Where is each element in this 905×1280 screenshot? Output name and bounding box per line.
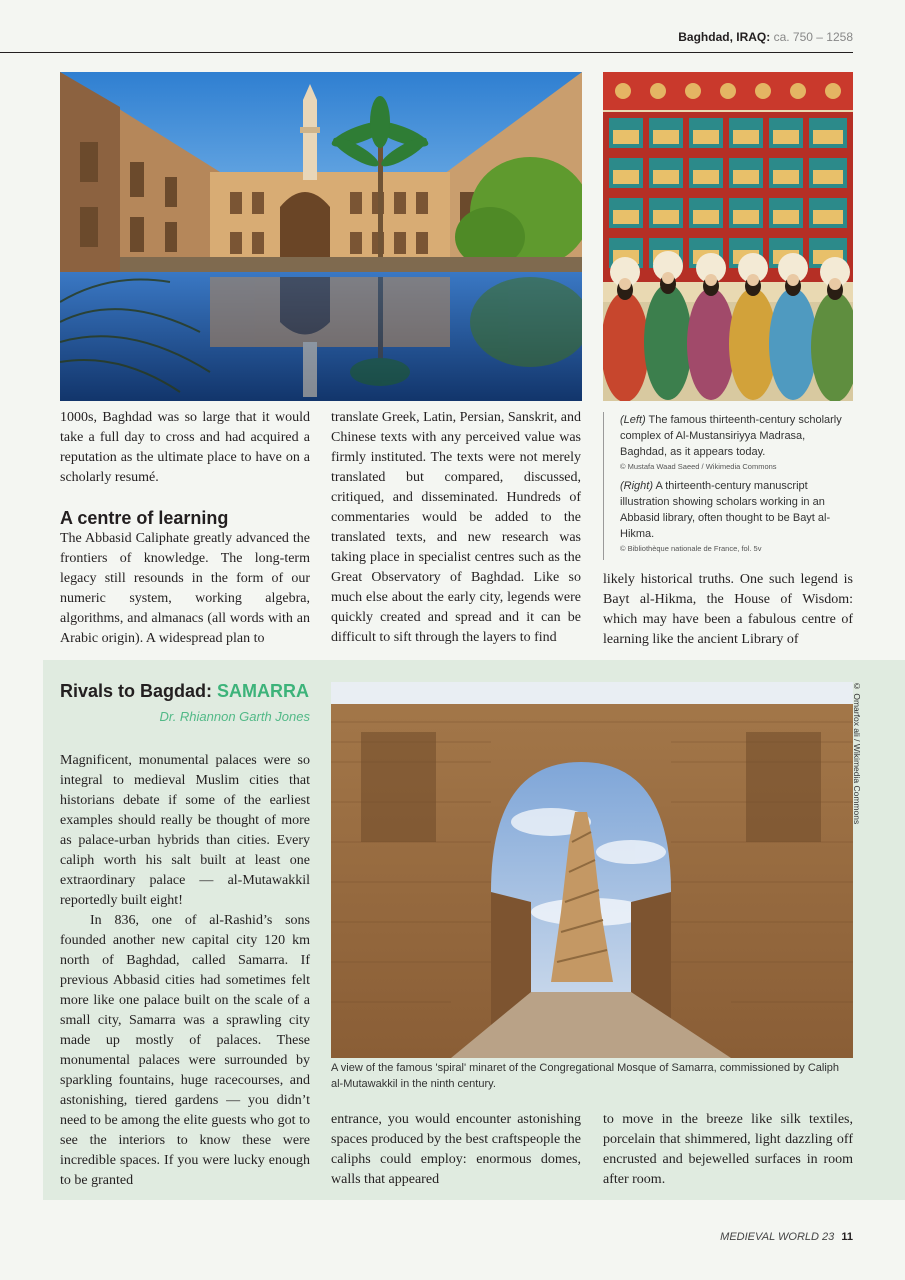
caption-left-text: The famous thirteenth-century scholarly complex of Al-Mustansiriyya Madrasa, Baghdad, as it appears today.: [620, 414, 842, 458]
article-paragraph: likely historical truths. One such legend is Bayt al-Hikma, the House of Wisdom: which may have been a fabulous centre of learning like the ancient Library of: [603, 572, 853, 647]
page-number: 11: [841, 1231, 853, 1243]
subheading: A centre of learning: [60, 508, 229, 528]
caption-right-label: (Right): [620, 480, 654, 492]
article-column-2: [331, 408, 581, 648]
boxout-author: Dr. Rhiannon Garth Jones: [159, 709, 310, 724]
boxout-column-1: [60, 751, 310, 1191]
boxout-title-accent: SAMARRA: [217, 681, 310, 701]
samarra-photo: [331, 682, 853, 1058]
caption-left-credit: © Mustafa Waad Saeed / Wikimedia Commons: [620, 462, 777, 471]
article-column-1: [60, 408, 310, 649]
caption-left-label: (Left): [620, 414, 646, 426]
caption-right-credit: © Bibliothèque nationale de France, fol. 5v: [620, 544, 762, 553]
article-column-3: [603, 570, 853, 650]
boxout-paragraph: to move in the breeze like silk textiles, porcelain that shimmered, light dazzling off encrusted and bejewelled surfaces in room after room.: [603, 1112, 853, 1187]
header-rule: [0, 52, 853, 53]
article-paragraph: translate Greek, Latin, Persian, Sanskrit, and Chinese texts with any perceived value was firmly instituted. The texts were not merely translated but compared, discussed, critiqued, and disseminated. Hundreds of commentaries would be added to the translated texts, and new research was taking place in specialist centres such as the Great Observatory of Baghdad. Like so much else about the early city, legends were quickly created and spread and it can be difficult to sift through the layers to find: [331, 410, 581, 645]
caption-right: [620, 478, 848, 542]
boxout-title: [60, 681, 309, 702]
madrasa-photo: [60, 72, 582, 401]
caption-right-text: A thirteenth-century manuscript illustration showing scholars working in an Abbasid library, often thought to be Bayt al-Hikma.: [620, 480, 831, 540]
running-head-dates: ca. 750 – 1258: [773, 30, 853, 44]
manuscript-photo: [603, 72, 853, 401]
magazine-name: MEDIEVAL WORLD 23: [720, 1231, 835, 1243]
boxout-title-prefix: Rivals to Bagdad:: [60, 681, 213, 701]
page-footer: [720, 1231, 853, 1243]
boxout-paragraph: Magnificent, monumental palaces were so integral to medieval Muslim cities that historians debate if some of the earliest examples should really be thought of more as palace-urban hybrids than cities. Every caliph worth his salt built at least one extraordinary palace — al-Mutawakkil reportedly built eight!: [60, 753, 310, 908]
boxout-paragraph: entrance, you would encounter astonishing spaces produced by the best craftspeople the caliphs could employ: enormous domes, walls that appeared: [331, 1112, 581, 1187]
article-paragraph: The Abbasid Caliphate greatly advanced the frontiers of knowledge. The long-term legacy still resounds in the form of our numeric system, working algebra, algorithms, and almanacs (all words with an Arabic origin). A widespread plan to: [60, 531, 310, 646]
article-paragraph: 1000s, Baghdad was so large that it would take a full day to cross and had acquired a reputation as the ultimate place to have on a scholarly resumé.: [60, 410, 310, 485]
caption-left: [620, 412, 848, 460]
boxout-column-2: [331, 1110, 581, 1190]
photo-captions: [603, 412, 848, 560]
running-head: [678, 30, 853, 44]
boxout-paragraph: In 836, one of al-Rashid’s sons founded another new capital city 120 km north of Baghdad, called Samarra. If previous Abbasid cities had sometimes felt more like one palace built on the scale of a small city, Samarra was a sprawling city made up mostly of palaces. These monumental palaces were surrounded by sparkling fountains, huge racecourses, and astonishing, tiered gardens — you didn’t need to be among the elite guests who got to see the interiors to know these were incredible spaces. If you were lucky enough to be granted: [60, 913, 310, 1188]
running-head-place: Baghdad, IRAQ:: [678, 30, 771, 44]
samarra-photo-caption: A view of the famous 'spiral' minaret of the Congregational Mosque of Samarra, commissioned by Caliph al-Mutawakkil in the ninth century.: [331, 1062, 840, 1090]
samarra-photo-credit: © Omarfox ali / Wikimedia Commons: [852, 681, 862, 825]
boxout-column-3: [603, 1110, 853, 1190]
